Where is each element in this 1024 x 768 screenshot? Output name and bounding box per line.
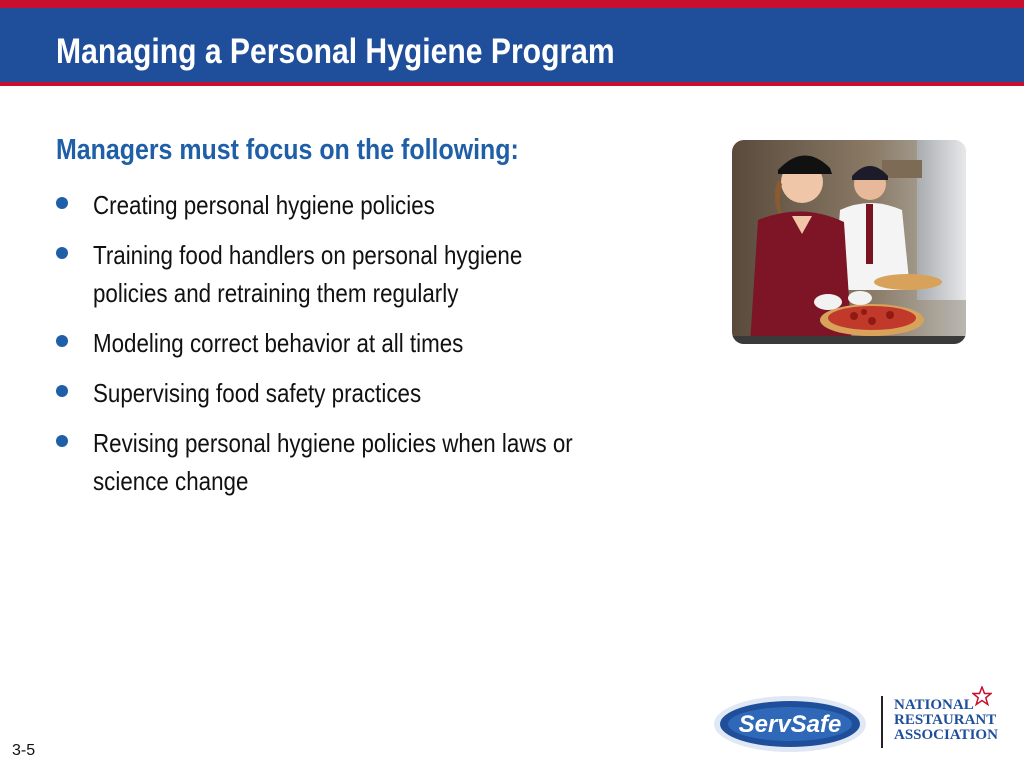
food-handlers-photo: [732, 140, 966, 344]
servsafe-logo-text: ServSafe: [738, 711, 842, 738]
bullet-text: Supervising food safety practices: [93, 378, 422, 408]
bullet-item: [56, 424, 696, 500]
bullet-dot-icon: [56, 197, 68, 209]
nra-line-national: NATIONAL: [894, 697, 974, 713]
bullet-item: [56, 324, 696, 362]
logo-area: [712, 682, 1012, 762]
bullet-list: [56, 186, 696, 512]
star-icon: [972, 686, 992, 706]
slide-subtitle: Managers must focus on the following:: [56, 134, 519, 166]
bullet-item: [56, 236, 696, 312]
nra-line-association: ASSOCIATION: [894, 727, 998, 743]
bullet-text: Modeling correct behavior at all times: [93, 328, 464, 358]
bullet-dot-icon: [56, 335, 68, 347]
bullet-dot-icon: [56, 385, 68, 397]
bullet-item: [56, 374, 696, 412]
title-bar: [0, 8, 1024, 82]
slide-title: Managing a Personal Hygiene Program: [56, 32, 615, 71]
page-number: 3-5: [12, 742, 36, 759]
food-handlers-illustration: [732, 140, 966, 344]
bullet-text: Revising personal hygiene policies when laws or science change: [93, 428, 573, 496]
bullet-text: Training food handlers on personal hygiene policies and retraining them regularly: [93, 240, 523, 308]
bullet-dot-icon: [56, 247, 68, 259]
bullet-item: [56, 186, 696, 224]
bullet-dot-icon: [56, 435, 68, 447]
nra-logo: [894, 698, 1012, 758]
nra-line-restaurant: RESTAURANT: [894, 712, 997, 728]
bullet-text: Creating personal hygiene policies: [93, 190, 435, 220]
